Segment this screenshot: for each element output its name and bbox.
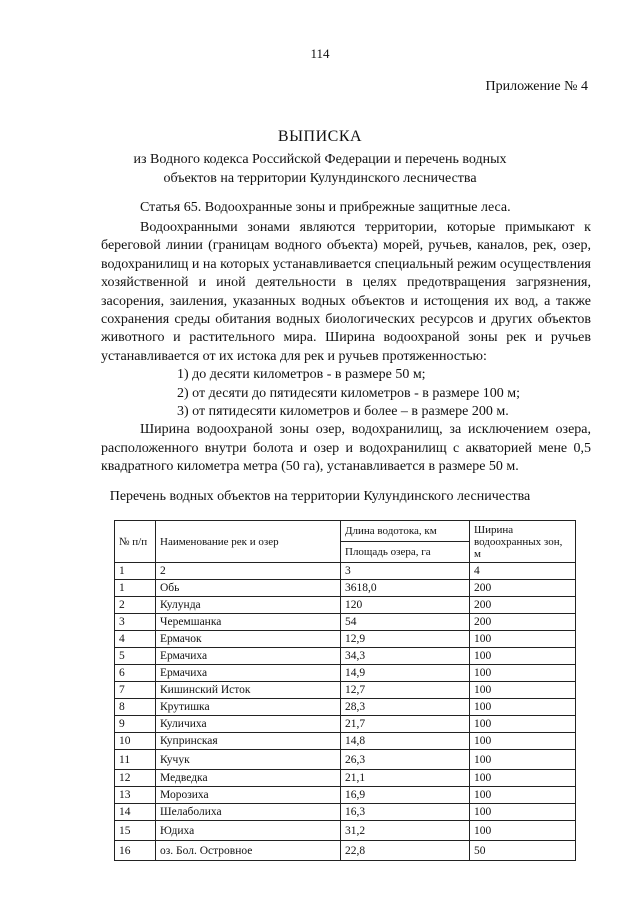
- row-zone: 100: [470, 665, 576, 682]
- row-number: 6: [115, 665, 156, 682]
- row-number: 3: [115, 614, 156, 631]
- header-length: Длина водотока, км: [341, 521, 470, 542]
- row-number: 5: [115, 648, 156, 665]
- header-name: Наименование рек и озер: [156, 521, 341, 563]
- row-zone: 100: [470, 770, 576, 787]
- row-size: 26,3: [341, 750, 470, 770]
- table-row: [115, 804, 576, 821]
- row-name: Кучук: [156, 750, 341, 770]
- row-zone: 100: [470, 787, 576, 804]
- table-row: [115, 787, 576, 804]
- row-size: 12,7: [341, 682, 470, 699]
- table-title: Перечень водных объектов на территории Кулундинского лесничества: [109, 489, 531, 504]
- row-size: 14,8: [341, 733, 470, 750]
- table-row: [115, 682, 576, 699]
- header-number: № п/п: [115, 521, 156, 563]
- row-name: Куличиха: [156, 716, 341, 733]
- row-number: 4: [115, 631, 156, 648]
- header-area: Площадь озера, га: [341, 542, 470, 563]
- table-row: [115, 770, 576, 787]
- row-zone: 100: [470, 716, 576, 733]
- paragraph-1: Водоохранными зонами являются территории, которые примыкают к береговой линии (границам водного объекта) морей, ручьев, каналов, рек, озер, водохранилищ и на которых устанавливается специальный режим осуществления хозяйственной и иной деятельности в целях предотвращения загрязнения, засорения, заиления, указанных водных объектов и истощения их вод, а также сохранения среды обитания водных биологических ресурсов и других объектов животного и растительного мира. Ширина водоохраной зоны рек и ручьев устанавливается от их истока для рек и ручьев протяженностью:: [101, 220, 591, 364]
- row-size: 21,1: [341, 770, 470, 787]
- row-zone: 200: [470, 597, 576, 614]
- row-zone: 100: [470, 631, 576, 648]
- col-number-4: 4: [470, 563, 576, 580]
- col-number-1: 1: [115, 563, 156, 580]
- row-number: 13: [115, 787, 156, 804]
- row-number: 16: [115, 841, 156, 861]
- row-zone: 100: [470, 699, 576, 716]
- table-row: [115, 733, 576, 750]
- article-title: Статья 65. Водоохранные зоны и прибрежные защитные леса.: [140, 200, 511, 215]
- row-number: 10: [115, 733, 156, 750]
- page-number: 114: [310, 46, 330, 61]
- table-row: [115, 750, 576, 770]
- row-name: Крутишка: [156, 699, 341, 716]
- row-name: Морозиха: [156, 787, 341, 804]
- row-size: 3618,0: [341, 580, 470, 597]
- row-zone: 100: [470, 733, 576, 750]
- row-name: Ермачиха: [156, 665, 341, 682]
- table-row: [115, 841, 576, 861]
- row-name: Юдиха: [156, 821, 341, 841]
- row-size: 12,9: [341, 631, 470, 648]
- row-number: 14: [115, 804, 156, 821]
- col-number-3: 3: [341, 563, 470, 580]
- row-size: 34,3: [341, 648, 470, 665]
- row-size: 54: [341, 614, 470, 631]
- row-number: 1: [115, 580, 156, 597]
- row-number: 8: [115, 699, 156, 716]
- row-zone: 200: [470, 614, 576, 631]
- row-number: 12: [115, 770, 156, 787]
- table-row: [115, 597, 576, 614]
- row-name: Медведка: [156, 770, 341, 787]
- table-row: [115, 665, 576, 682]
- row-zone: 100: [470, 648, 576, 665]
- row-name: Ермачок: [156, 631, 341, 648]
- paragraph-2: Ширина водоохраной зоны озер, водохранилищ, за исключением озера, расположенного внутри болота и озер и водохранилищ с акваторией мене 0,5 квадратного километра метра (50 га), устанавливается в размере 50 м.: [101, 422, 591, 475]
- row-name: Кишинский Исток: [156, 682, 341, 699]
- table-row: [115, 580, 576, 597]
- table-row: [115, 614, 576, 631]
- table-row: [115, 699, 576, 716]
- row-name: Черемшанка: [156, 614, 341, 631]
- column-number-row: [115, 563, 576, 580]
- subtitle-line-2: объектов на территории Кулундинского лесничества: [163, 171, 477, 186]
- col-number-2: 2: [156, 563, 341, 580]
- row-name: Шелаболиха: [156, 804, 341, 821]
- row-size: 16,3: [341, 804, 470, 821]
- row-number: 7: [115, 682, 156, 699]
- row-name: Обь: [156, 580, 341, 597]
- row-zone: 200: [470, 580, 576, 597]
- water-objects-table: [114, 520, 576, 861]
- table-row: [115, 631, 576, 648]
- row-zone: 100: [470, 821, 576, 841]
- list-item-1: 1) до десяти километров - в размере 50 м;: [177, 367, 426, 383]
- document-title: ВЫПИСКА: [277, 128, 363, 145]
- annex-label: Приложение № 4: [485, 79, 588, 94]
- row-number: 2: [115, 597, 156, 614]
- document-subtitle: [0, 150, 640, 188]
- row-size: 31,2: [341, 821, 470, 841]
- row-zone: 100: [470, 750, 576, 770]
- row-zone: 50: [470, 841, 576, 861]
- row-number: 11: [115, 750, 156, 770]
- row-name: Ермачиха: [156, 648, 341, 665]
- table-row: [115, 648, 576, 665]
- row-number: 15: [115, 821, 156, 841]
- row-size: 28,3: [341, 699, 470, 716]
- list-item-3: 3) от пятидесяти километров и более – в размере 200 м.: [177, 404, 509, 420]
- row-name: оз. Бол. Островное: [156, 841, 341, 861]
- row-size: 14,9: [341, 665, 470, 682]
- list-item-2: 2) от десяти до пятидесяти километров - в размере 100 м;: [177, 385, 520, 401]
- row-size: 22,8: [341, 841, 470, 861]
- row-name: Кулунда: [156, 597, 341, 614]
- row-size: 21,7: [341, 716, 470, 733]
- row-zone: 100: [470, 682, 576, 699]
- table-row: [115, 821, 576, 841]
- subtitle-line-1: из Водного кодекса Российской Федерации и перечень водных: [133, 152, 507, 167]
- row-zone: 100: [470, 804, 576, 821]
- row-size: 16,9: [341, 787, 470, 804]
- row-number: 9: [115, 716, 156, 733]
- header-zone-width: Ширина водоохранных зон, м: [470, 521, 576, 563]
- row-size: 120: [341, 597, 470, 614]
- row-name: Купринская: [156, 733, 341, 750]
- table-row: [115, 716, 576, 733]
- article-body: [101, 219, 591, 477]
